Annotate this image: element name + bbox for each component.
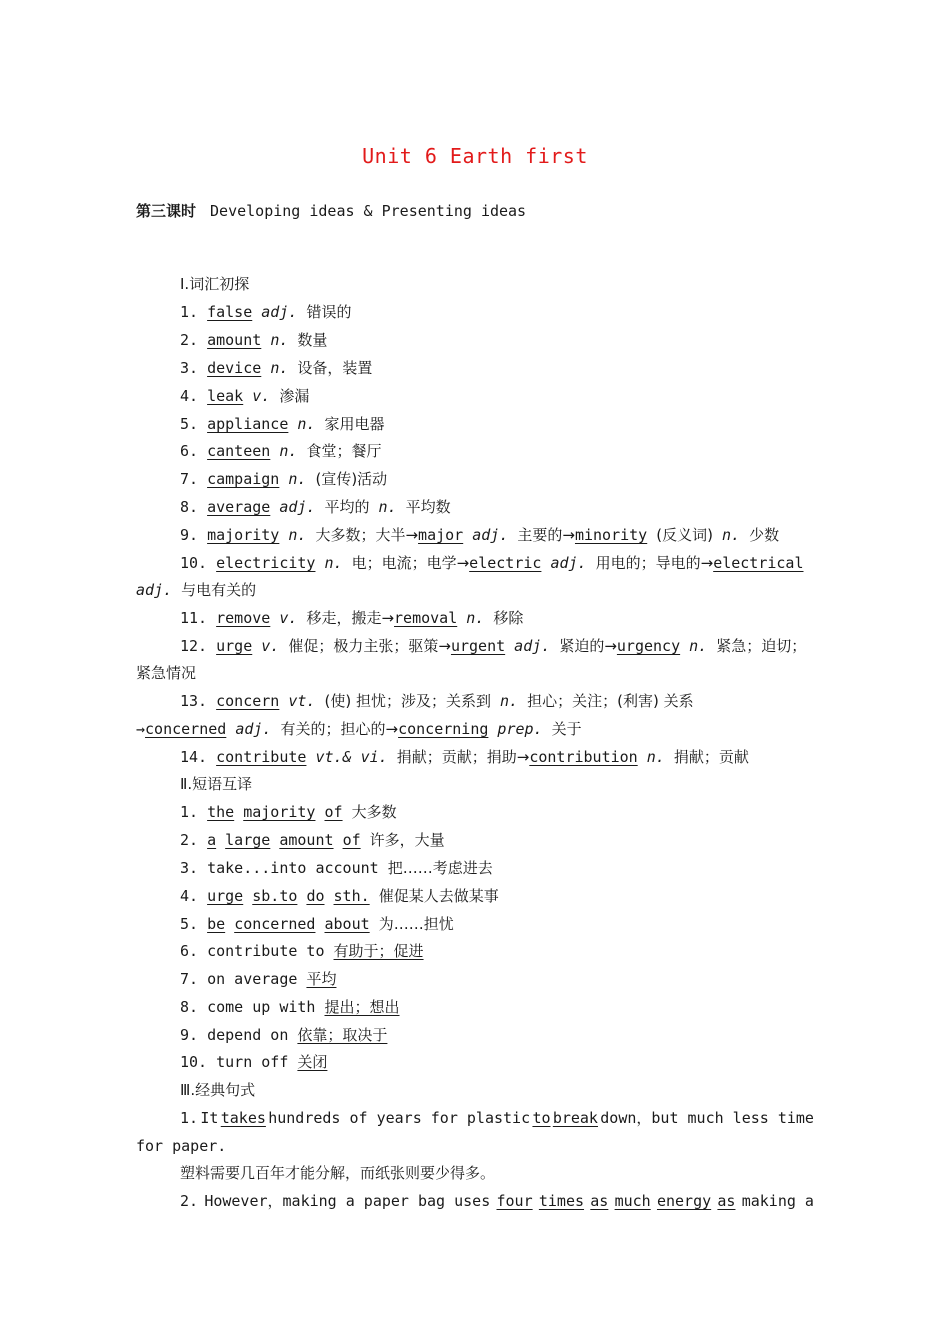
vocab-item-continuation: adj. 与电有关的 <box>136 581 257 599</box>
page-title: Unit 6 Earth first <box>362 144 588 168</box>
phrase-item: 8. come up with 提出；想出 <box>180 998 400 1016</box>
section-heading-vocabulary: Ⅰ.词汇初探 <box>180 275 250 293</box>
vocab-item: 8. average adj. 平均的 n. 平均数 <box>180 498 451 516</box>
lesson-subtitle <box>136 200 526 221</box>
sentence-continuation: for paper. <box>136 1137 227 1155</box>
vocab-item-continuation: 紧急情况 <box>136 664 197 682</box>
vocab-item: 4. leak v. 渗漏 <box>180 387 310 405</box>
vocab-item: 5. appliance n. 家用电器 <box>180 415 385 433</box>
sentence-item: 1. It takes hundreds of years for plastic to break down，but much less time <box>180 1109 814 1127</box>
vocab-item: 10. electricity n. 电；电流；电学→electric adj. 用电的；导电的→electrical <box>180 554 804 572</box>
section-heading-sentences: Ⅲ.经典句式 <box>180 1081 256 1099</box>
vocab-item-continuation: →concerned adj. 有关的；担心的→concerning prep. 关于 <box>136 720 582 738</box>
phrase-item: 9. depend on 依靠；取决于 <box>180 1026 388 1044</box>
vocab-item: 9. majority n. 大多数；大半→major adj. 主要的→minority (反义词) n. 少数 <box>180 526 780 544</box>
phrase-item: 4. urge sb.to do sth. 催促某人去做某事 <box>180 887 499 905</box>
phrase-item: 7. on average 平均 <box>180 970 337 988</box>
sentence-item: 2. However，making a paper bag uses four times as much energy as making a <box>180 1192 814 1210</box>
vocab-item: 2. amount n. 数量 <box>180 331 328 349</box>
vocab-item: 3. device n. 设备，装置 <box>180 359 373 377</box>
vocab-item: 14. contribute vt.& vi. 捐献；贡献；捐助→contribution n. 捐献；贡献 <box>180 748 749 766</box>
phrase-item: 3. take...into account 把……考虑进去 <box>180 859 493 877</box>
vocab-item: 1. false adj. 错误的 <box>180 303 352 321</box>
section-heading-phrases: Ⅱ.短语互译 <box>180 775 253 793</box>
lesson-topic: Developing ideas & Presenting ideas <box>210 202 527 220</box>
vocab-item: 7. campaign n. (宣传)活动 <box>180 470 388 488</box>
vocab-item: 6. canteen n. 食堂；餐厅 <box>180 442 382 460</box>
phrase-item: 5. be concerned about 为……担忧 <box>180 915 454 933</box>
vocab-item: 11. remove v. 移走，搬走→removal n. 移除 <box>180 609 524 627</box>
phrase-item: 10. turn off 关闭 <box>180 1053 328 1071</box>
phrase-item: 1. the majority of 大多数 <box>180 803 397 821</box>
vocab-item: 13. concern vt. (使) 担忧；涉及；关系到 n. 担心；关注；(利害) 关系 <box>180 692 694 710</box>
lesson-label: 第三课时 <box>136 202 197 220</box>
phrase-item: 2. a large amount of 许多，大量 <box>180 831 445 849</box>
phrase-item: 6. contribute to 有助于；促进 <box>180 942 424 960</box>
sentence-translation: 塑料需要几百年才能分解，而纸张则要少得多。 <box>180 1164 496 1182</box>
vocab-item: 12. urge v. 催促；极力主张；驱策→urgent adj. 紧迫的→urgency n. 紧急；迫切； <box>180 637 807 655</box>
